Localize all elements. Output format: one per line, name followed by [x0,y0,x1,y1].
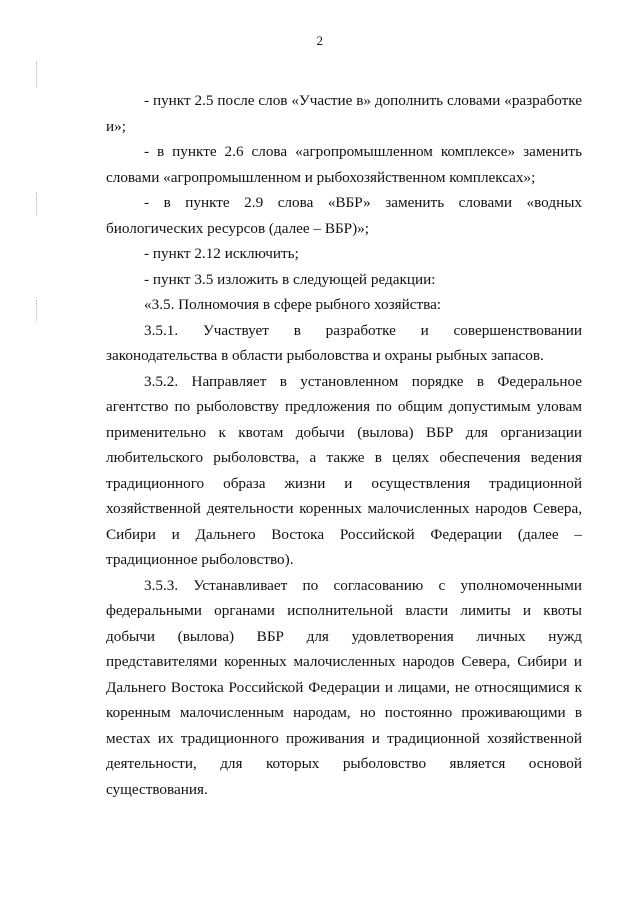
paragraph-3-5-1: 3.5.1. Участвует в разработке и совершенствовании законодательства в области рыболовства и охраны рыбных запасов. [106,321,582,364]
paragraph-item-3-5: - пункт 3.5 изложить в следующей редакции: [144,270,436,288]
paragraph-3-5-2: 3.5.2. Направляет в установленном порядке в Федеральное агентство по рыболовству предложения по общим допустимым уловам применительно к квотам добычи (вылова) ВБР для организации любительского рыболовства, а также в целях обеспечения ведения традиционного образа жизни и осуществления традиционной хозяйственной деятельности коренных малочисленных народов Севера, Сибири и Дальнего Востока Российской Федерации (далее – традиционное рыболовство). [106,372,582,568]
paragraph-item-2-5: - пункт 2.5 после слов «Участие в» дополнить словами «разработке и»; [106,92,582,135]
paragraph-item-2-12: - пункт 2.12 исключить; [144,245,299,262]
paragraph-3-5-3: 3.5.3. Устанавливает по согласованию с уполномоченными федеральными органами исполнительной власти лимиты и квоты добычи (вылова) ВБР для удовлетворения личных нужд представителями коренных малочисленных народов Севера, Сибири и Дальнего Востока Российской Федерации и лицами, не относящимися к коренным малочисленным народам, но постоянно проживающими в местах их традиционного проживания и традиционной хозяйственной деятельности, для которых рыболовство является основой существования. [106,576,582,798]
document-body [106,88,582,802]
scan-margin-mark [36,300,38,322]
page-number: 2 [316,33,324,48]
paragraph-heading-3-5: «3.5. Полномочия в сфере рыбного хозяйства: [144,296,442,313]
paragraph-item-2-6: - в пункте 2.6 слова «агропромышленном комплексе» заменить словами «агропромышленном и рыбохозяйственном комплексах»; [106,143,582,186]
paragraph-item-2-9: - в пункте 2.9 слова «ВБР» заменить словами «водных биологических ресурсов (далее – ВБР)»; [106,194,582,237]
scan-margin-mark [36,192,38,216]
scan-margin-mark [36,62,38,88]
